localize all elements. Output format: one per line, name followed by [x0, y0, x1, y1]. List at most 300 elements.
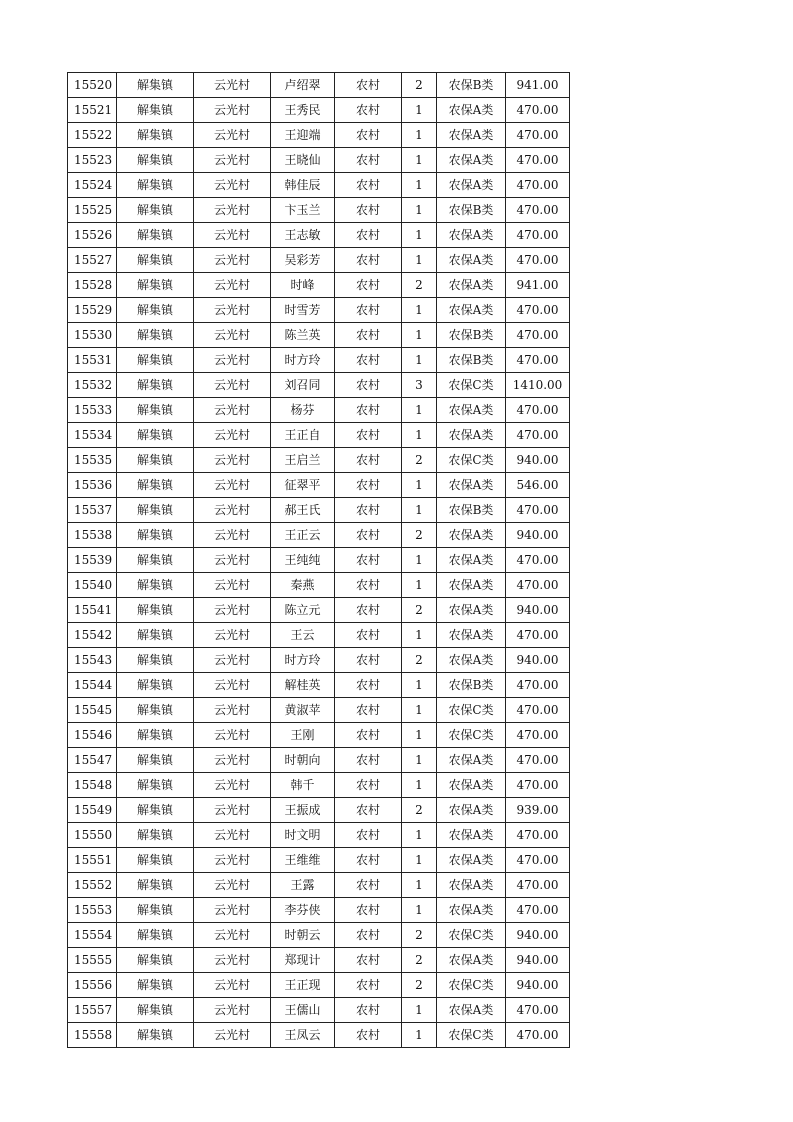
row-number: 15554 — [68, 923, 117, 948]
row-number: 15542 — [68, 623, 117, 648]
table-row — [68, 898, 570, 923]
insurance-category-cell: 农保A类 — [437, 123, 506, 148]
area-type-cell: 农村 — [335, 73, 402, 98]
amount-cell: 940.00 — [506, 948, 570, 973]
insurance-category-cell: 农保B类 — [437, 498, 506, 523]
table-row — [68, 723, 570, 748]
table-row — [68, 798, 570, 823]
area-type-cell: 农村 — [335, 273, 402, 298]
row-number: 15536 — [68, 473, 117, 498]
township-cell: 解集镇 — [117, 123, 194, 148]
township-cell: 解集镇 — [117, 373, 194, 398]
amount-cell: 470.00 — [506, 898, 570, 923]
amount-cell: 941.00 — [506, 73, 570, 98]
amount-cell: 470.00 — [506, 623, 570, 648]
row-number: 15549 — [68, 798, 117, 823]
table-row — [68, 148, 570, 173]
row-number: 15547 — [68, 748, 117, 773]
row-number: 15539 — [68, 548, 117, 573]
area-type-cell: 农村 — [335, 973, 402, 998]
name-cell: 时文明 — [271, 823, 335, 848]
table-row — [68, 123, 570, 148]
insurance-category-cell: 农保A类 — [437, 873, 506, 898]
township-cell: 解集镇 — [117, 498, 194, 523]
name-cell: 秦燕 — [271, 573, 335, 598]
table-row — [68, 323, 570, 348]
insurance-category-cell: 农保A类 — [437, 98, 506, 123]
township-cell: 解集镇 — [117, 773, 194, 798]
township-cell: 解集镇 — [117, 673, 194, 698]
area-type-cell: 农村 — [335, 173, 402, 198]
table-row — [68, 573, 570, 598]
row-number: 15541 — [68, 598, 117, 623]
village-cell: 云光村 — [194, 198, 271, 223]
table-row — [68, 698, 570, 723]
table-row — [68, 423, 570, 448]
township-cell: 解集镇 — [117, 548, 194, 573]
area-type-cell: 农村 — [335, 948, 402, 973]
row-number: 15545 — [68, 698, 117, 723]
amount-cell: 470.00 — [506, 548, 570, 573]
insurance-category-cell: 农保A类 — [437, 223, 506, 248]
village-cell: 云光村 — [194, 673, 271, 698]
row-number: 15537 — [68, 498, 117, 523]
household-count-cell: 3 — [402, 373, 437, 398]
township-cell: 解集镇 — [117, 573, 194, 598]
row-number: 15531 — [68, 348, 117, 373]
area-type-cell: 农村 — [335, 523, 402, 548]
row-number: 15527 — [68, 248, 117, 273]
village-cell: 云光村 — [194, 848, 271, 873]
amount-cell: 470.00 — [506, 98, 570, 123]
village-cell: 云光村 — [194, 723, 271, 748]
amount-cell: 940.00 — [506, 598, 570, 623]
name-cell: 王凤云 — [271, 1023, 335, 1048]
township-cell: 解集镇 — [117, 523, 194, 548]
table-row — [68, 973, 570, 998]
table-row — [68, 223, 570, 248]
table-row — [68, 648, 570, 673]
household-count-cell: 2 — [402, 448, 437, 473]
village-cell: 云光村 — [194, 498, 271, 523]
insurance-category-cell: 农保B类 — [437, 348, 506, 373]
household-count-cell: 1 — [402, 248, 437, 273]
row-number: 15544 — [68, 673, 117, 698]
area-type-cell: 农村 — [335, 448, 402, 473]
table-row — [68, 198, 570, 223]
insurance-category-cell: 农保B类 — [437, 73, 506, 98]
insurance-category-cell: 农保B类 — [437, 673, 506, 698]
area-type-cell: 农村 — [335, 648, 402, 673]
household-count-cell: 1 — [402, 898, 437, 923]
amount-cell: 940.00 — [506, 923, 570, 948]
insurance-category-cell: 农保C类 — [437, 1023, 506, 1048]
area-type-cell: 农村 — [335, 1023, 402, 1048]
amount-cell: 470.00 — [506, 698, 570, 723]
township-cell: 解集镇 — [117, 598, 194, 623]
amount-cell: 470.00 — [506, 873, 570, 898]
row-number: 15557 — [68, 998, 117, 1023]
row-number: 15555 — [68, 948, 117, 973]
area-type-cell: 农村 — [335, 598, 402, 623]
village-cell: 云光村 — [194, 448, 271, 473]
household-count-cell: 1 — [402, 473, 437, 498]
amount-cell: 470.00 — [506, 998, 570, 1023]
household-count-cell: 1 — [402, 998, 437, 1023]
township-cell: 解集镇 — [117, 323, 194, 348]
insurance-category-cell: 农保A类 — [437, 598, 506, 623]
township-cell: 解集镇 — [117, 923, 194, 948]
township-cell: 解集镇 — [117, 873, 194, 898]
row-number: 15553 — [68, 898, 117, 923]
name-cell: 吴彩芳 — [271, 248, 335, 273]
insurance-category-cell: 农保A类 — [437, 248, 506, 273]
table-row — [68, 923, 570, 948]
name-cell: 杨芬 — [271, 398, 335, 423]
amount-cell: 940.00 — [506, 973, 570, 998]
insurance-category-cell: 农保C类 — [437, 373, 506, 398]
name-cell: 王刚 — [271, 723, 335, 748]
village-cell: 云光村 — [194, 898, 271, 923]
row-number: 15525 — [68, 198, 117, 223]
amount-cell: 470.00 — [506, 573, 570, 598]
amount-cell: 470.00 — [506, 198, 570, 223]
household-count-cell: 1 — [402, 98, 437, 123]
row-number: 15535 — [68, 448, 117, 473]
village-cell: 云光村 — [194, 823, 271, 848]
household-count-cell: 1 — [402, 848, 437, 873]
village-cell: 云光村 — [194, 473, 271, 498]
area-type-cell: 农村 — [335, 473, 402, 498]
table-row — [68, 398, 570, 423]
insurance-category-cell: 农保A类 — [437, 523, 506, 548]
row-number: 15526 — [68, 223, 117, 248]
amount-cell: 470.00 — [506, 673, 570, 698]
table-row — [68, 173, 570, 198]
amount-cell: 1410.00 — [506, 373, 570, 398]
household-count-cell: 1 — [402, 673, 437, 698]
table-row — [68, 598, 570, 623]
row-number: 15523 — [68, 148, 117, 173]
area-type-cell: 农村 — [335, 348, 402, 373]
name-cell: 王正自 — [271, 423, 335, 448]
township-cell: 解集镇 — [117, 723, 194, 748]
area-type-cell: 农村 — [335, 923, 402, 948]
household-count-cell: 1 — [402, 173, 437, 198]
village-cell: 云光村 — [194, 348, 271, 373]
insurance-category-cell: 农保A类 — [437, 473, 506, 498]
household-count-cell: 1 — [402, 498, 437, 523]
insurance-category-cell: 农保A类 — [437, 623, 506, 648]
amount-cell: 470.00 — [506, 723, 570, 748]
insurance-category-cell: 农保C类 — [437, 723, 506, 748]
area-type-cell: 农村 — [335, 798, 402, 823]
name-cell: 时朝向 — [271, 748, 335, 773]
table-row — [68, 848, 570, 873]
name-cell: 王云 — [271, 623, 335, 648]
township-cell: 解集镇 — [117, 798, 194, 823]
row-number: 15552 — [68, 873, 117, 898]
village-cell: 云光村 — [194, 623, 271, 648]
area-type-cell: 农村 — [335, 848, 402, 873]
table-row — [68, 548, 570, 573]
area-type-cell: 农村 — [335, 773, 402, 798]
table-row — [68, 1023, 570, 1048]
name-cell: 王晓仙 — [271, 148, 335, 173]
name-cell: 卢绍翠 — [271, 73, 335, 98]
township-cell: 解集镇 — [117, 1023, 194, 1048]
row-number: 15521 — [68, 98, 117, 123]
village-cell: 云光村 — [194, 298, 271, 323]
village-cell: 云光村 — [194, 323, 271, 348]
household-count-cell: 1 — [402, 723, 437, 748]
name-cell: 刘召同 — [271, 373, 335, 398]
table-row — [68, 348, 570, 373]
name-cell: 陈立元 — [271, 598, 335, 623]
table-row — [68, 498, 570, 523]
township-cell: 解集镇 — [117, 823, 194, 848]
amount-cell: 939.00 — [506, 798, 570, 823]
row-number: 15530 — [68, 323, 117, 348]
village-cell: 云光村 — [194, 223, 271, 248]
township-cell: 解集镇 — [117, 948, 194, 973]
household-count-cell: 1 — [402, 1023, 437, 1048]
township-cell: 解集镇 — [117, 473, 194, 498]
name-cell: 王正云 — [271, 523, 335, 548]
name-cell: 陈兰英 — [271, 323, 335, 348]
village-cell: 云光村 — [194, 648, 271, 673]
row-number: 15522 — [68, 123, 117, 148]
household-count-cell: 1 — [402, 823, 437, 848]
table-row — [68, 298, 570, 323]
area-type-cell: 农村 — [335, 898, 402, 923]
insurance-category-cell: 农保A类 — [437, 548, 506, 573]
village-cell: 云光村 — [194, 998, 271, 1023]
village-cell: 云光村 — [194, 98, 271, 123]
township-cell: 解集镇 — [117, 623, 194, 648]
township-cell: 解集镇 — [117, 223, 194, 248]
amount-cell: 940.00 — [506, 523, 570, 548]
row-number: 15533 — [68, 398, 117, 423]
name-cell: 卞玉兰 — [271, 198, 335, 223]
row-number: 15551 — [68, 848, 117, 873]
area-type-cell: 农村 — [335, 323, 402, 348]
household-count-cell: 1 — [402, 223, 437, 248]
row-number: 15520 — [68, 73, 117, 98]
township-cell: 解集镇 — [117, 273, 194, 298]
insurance-category-cell: 农保A类 — [437, 398, 506, 423]
insurance-category-cell: 农保A类 — [437, 798, 506, 823]
village-cell: 云光村 — [194, 173, 271, 198]
area-type-cell: 农村 — [335, 723, 402, 748]
amount-cell: 940.00 — [506, 648, 570, 673]
name-cell: 王秀民 — [271, 98, 335, 123]
table-row — [68, 673, 570, 698]
name-cell: 王启兰 — [271, 448, 335, 473]
row-number: 15540 — [68, 573, 117, 598]
insurance-category-cell: 农保A类 — [437, 423, 506, 448]
amount-cell: 470.00 — [506, 823, 570, 848]
name-cell: 时方玲 — [271, 348, 335, 373]
household-count-cell: 1 — [402, 698, 437, 723]
township-cell: 解集镇 — [117, 998, 194, 1023]
row-number: 15534 — [68, 423, 117, 448]
village-cell: 云光村 — [194, 1023, 271, 1048]
amount-cell: 470.00 — [506, 748, 570, 773]
row-number: 15543 — [68, 648, 117, 673]
table-row — [68, 73, 570, 98]
area-type-cell: 农村 — [335, 698, 402, 723]
household-count-cell: 1 — [402, 398, 437, 423]
amount-cell: 470.00 — [506, 248, 570, 273]
area-type-cell: 农村 — [335, 573, 402, 598]
township-cell: 解集镇 — [117, 298, 194, 323]
household-count-cell: 1 — [402, 423, 437, 448]
table-row — [68, 823, 570, 848]
township-cell: 解集镇 — [117, 448, 194, 473]
area-type-cell: 农村 — [335, 623, 402, 648]
name-cell: 郝王氏 — [271, 498, 335, 523]
area-type-cell: 农村 — [335, 673, 402, 698]
village-cell: 云光村 — [194, 523, 271, 548]
row-number: 15529 — [68, 298, 117, 323]
household-count-cell: 2 — [402, 598, 437, 623]
township-cell: 解集镇 — [117, 173, 194, 198]
household-count-cell: 2 — [402, 923, 437, 948]
household-count-cell: 2 — [402, 798, 437, 823]
name-cell: 时峰 — [271, 273, 335, 298]
amount-cell: 470.00 — [506, 323, 570, 348]
table-body — [68, 73, 570, 1048]
row-number: 15550 — [68, 823, 117, 848]
village-cell: 云光村 — [194, 398, 271, 423]
row-number: 15524 — [68, 173, 117, 198]
village-cell: 云光村 — [194, 548, 271, 573]
village-cell: 云光村 — [194, 73, 271, 98]
amount-cell: 470.00 — [506, 848, 570, 873]
insurance-category-cell: 农保C类 — [437, 698, 506, 723]
insurance-category-cell: 农保A类 — [437, 773, 506, 798]
row-number: 15556 — [68, 973, 117, 998]
household-count-cell: 1 — [402, 298, 437, 323]
name-cell: 王纯纯 — [271, 548, 335, 573]
household-count-cell: 1 — [402, 873, 437, 898]
village-cell: 云光村 — [194, 748, 271, 773]
insurance-category-cell: 农保C类 — [437, 973, 506, 998]
household-count-cell: 1 — [402, 548, 437, 573]
area-type-cell: 农村 — [335, 373, 402, 398]
row-number: 15532 — [68, 373, 117, 398]
amount-cell: 470.00 — [506, 423, 570, 448]
village-cell: 云光村 — [194, 873, 271, 898]
row-number: 15528 — [68, 273, 117, 298]
insurance-category-cell: 农保A类 — [437, 298, 506, 323]
household-count-cell: 1 — [402, 148, 437, 173]
insurance-category-cell: 农保A类 — [437, 748, 506, 773]
village-cell: 云光村 — [194, 698, 271, 723]
area-type-cell: 农村 — [335, 998, 402, 1023]
name-cell: 征翠平 — [271, 473, 335, 498]
area-type-cell: 农村 — [335, 298, 402, 323]
household-count-cell: 2 — [402, 73, 437, 98]
household-count-cell: 2 — [402, 523, 437, 548]
household-count-cell: 2 — [402, 973, 437, 998]
amount-cell: 470.00 — [506, 398, 570, 423]
data-table — [67, 72, 570, 1048]
name-cell: 王维维 — [271, 848, 335, 873]
name-cell: 王儒山 — [271, 998, 335, 1023]
village-cell: 云光村 — [194, 373, 271, 398]
household-count-cell: 2 — [402, 273, 437, 298]
amount-cell: 546.00 — [506, 473, 570, 498]
insurance-category-cell: 农保C类 — [437, 923, 506, 948]
name-cell: 王迎端 — [271, 123, 335, 148]
name-cell: 时方玲 — [271, 648, 335, 673]
township-cell: 解集镇 — [117, 898, 194, 923]
village-cell: 云光村 — [194, 573, 271, 598]
area-type-cell: 农村 — [335, 123, 402, 148]
area-type-cell: 农村 — [335, 148, 402, 173]
township-cell: 解集镇 — [117, 973, 194, 998]
insurance-category-cell: 农保A类 — [437, 998, 506, 1023]
village-cell: 云光村 — [194, 148, 271, 173]
amount-cell: 470.00 — [506, 498, 570, 523]
village-cell: 云光村 — [194, 123, 271, 148]
township-cell: 解集镇 — [117, 848, 194, 873]
household-count-cell: 2 — [402, 948, 437, 973]
township-cell: 解集镇 — [117, 398, 194, 423]
insurance-category-cell: 农保A类 — [437, 848, 506, 873]
area-type-cell: 农村 — [335, 198, 402, 223]
township-cell: 解集镇 — [117, 423, 194, 448]
village-cell: 云光村 — [194, 973, 271, 998]
township-cell: 解集镇 — [117, 248, 194, 273]
amount-cell: 470.00 — [506, 298, 570, 323]
row-number: 15558 — [68, 1023, 117, 1048]
insurance-category-cell: 农保A类 — [437, 823, 506, 848]
village-cell: 云光村 — [194, 598, 271, 623]
village-cell: 云光村 — [194, 923, 271, 948]
area-type-cell: 农村 — [335, 548, 402, 573]
row-number: 15546 — [68, 723, 117, 748]
amount-cell: 470.00 — [506, 223, 570, 248]
household-count-cell: 1 — [402, 573, 437, 598]
township-cell: 解集镇 — [117, 98, 194, 123]
table-row — [68, 473, 570, 498]
village-cell: 云光村 — [194, 248, 271, 273]
household-count-cell: 1 — [402, 198, 437, 223]
township-cell: 解集镇 — [117, 73, 194, 98]
area-type-cell: 农村 — [335, 873, 402, 898]
village-cell: 云光村 — [194, 773, 271, 798]
insurance-category-cell: 农保B类 — [437, 323, 506, 348]
table-row — [68, 248, 570, 273]
table-row — [68, 623, 570, 648]
row-number: 15538 — [68, 523, 117, 548]
table-row — [68, 523, 570, 548]
insurance-category-cell: 农保A类 — [437, 948, 506, 973]
amount-cell: 470.00 — [506, 123, 570, 148]
amount-cell: 470.00 — [506, 148, 570, 173]
household-count-cell: 1 — [402, 348, 437, 373]
area-type-cell: 农村 — [335, 823, 402, 848]
insurance-category-cell: 农保A类 — [437, 648, 506, 673]
township-cell: 解集镇 — [117, 698, 194, 723]
name-cell: 韩千 — [271, 773, 335, 798]
name-cell: 郑现计 — [271, 948, 335, 973]
name-cell: 王振成 — [271, 798, 335, 823]
township-cell: 解集镇 — [117, 148, 194, 173]
